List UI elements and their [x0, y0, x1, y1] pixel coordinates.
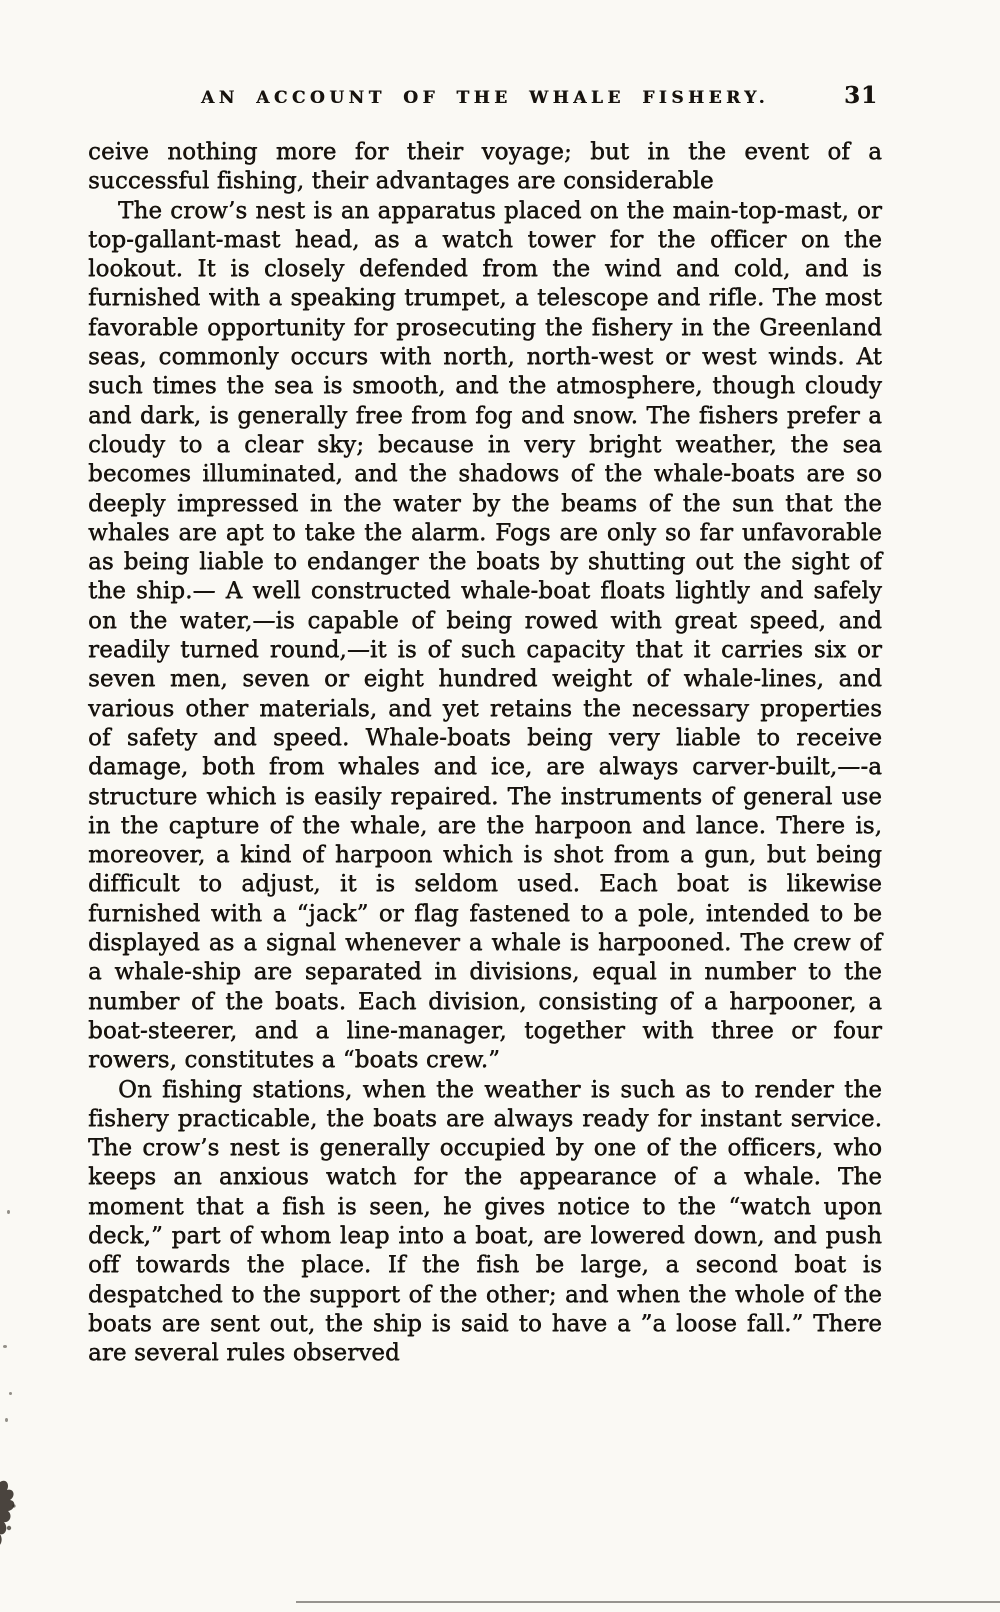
ink-smudge-artifact [0, 1476, 32, 1554]
page-bottom-edge-artifact [296, 1601, 1000, 1603]
running-title: AN ACCOUNT OF THE WHALE FISHERY. [201, 88, 769, 108]
scan-speck [5, 1418, 8, 1422]
scan-speck [3, 1345, 7, 1348]
paragraph-2: The crow’s nest is an apparatus placed on the main-top-mast, or top-gallant-mast head, as a watch tower for the officer on the lookout. It is closely defended from the wind and cold, and is furnished with a speaking trumpet, a telescope and rifle. The most favorable opportunity for prosecuting the fishery in the Greenland seas, commonly occurs with north, north-west or west winds. At such times the sea is smooth, and the atmosphere, though cloudy and dark, is generally free from fog and snow. The fishers prefer a cloudy to a clear sky; because in very bright weather, the sea becomes illuminated, and the shadows of the whale-boats are so deeply impressed in the water by the beams of the sun that the whales are apt to take the alarm. Fogs are only so far unfavorable as being liable to endanger the boats by shutting out the sight of the ship.— A well constructed whale-boat floats lightly and safely on the water,—is capable of being rowed with great speed, and readily turned round,—it is of such capacity that it carries six or seven men, seven or eight hundred weight of whale-lines, and various other materials, and yet retains the necessary properties of safety and speed. Whale-boats being very liable to receive damage, both from whales and ice, are always carver-built,—-a structure which is easily repaired. The instruments of general use in the capture of the whale, are the harpoon and lance. There is, moreover, a kind of harpoon which is shot from a gun, but being difficult to adjust, it is seldom used. Each boat is likewise furnished with a “jack” or flag fastened to a pole, intended to be displayed as a signal whenever a whale is harpooned. The crew of a whale-ship are separated in divisions, equal in number to the number of the boats. Each division, consisting of a harpooner, a boat-steerer, and a line-manager, together with three or four rowers, constitutes a “boats crew.” [88, 197, 882, 1074]
scan-speck [7, 1210, 10, 1214]
page-body [88, 138, 882, 1368]
scan-speck [9, 1392, 12, 1395]
paragraph-1: ceive nothing more for their voyage; but in the event of a successful fishing, their advantages are considerable [88, 139, 882, 195]
page-number: 31 [843, 82, 878, 109]
paragraph-3: On fishing stations, when the weather is such as to render the fishery practicable, the boats are always ready for instant service. The crow’s nest is generally occupied by one of the officers, who keeps an anxious watch for the appearance of a whale. The moment that a fish is seen, he gives notice to the “watch upon deck,” part of whom leap into a boat, are lowered down, and push off towards the place. If the fish be large, a second boat is despatched to the support of the other; and when the whole of the boats are sent out, the ship is said to have a ”a loose fall.” There are several rules observed [88, 1076, 882, 1367]
page-header [88, 82, 882, 116]
